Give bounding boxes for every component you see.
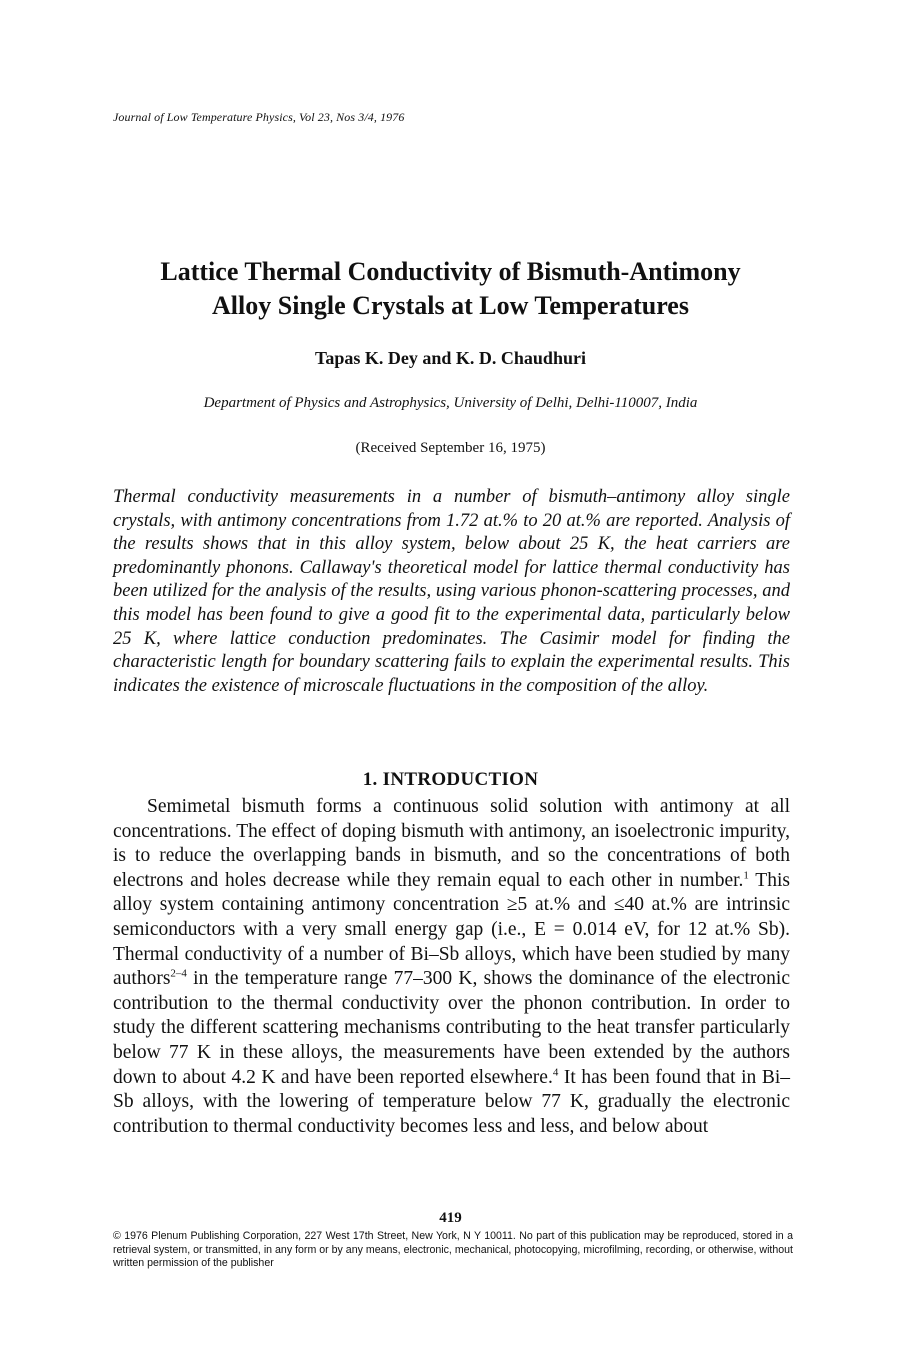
- title-line-1: Lattice Thermal Conductivity of Bismuth-Antimony: [160, 257, 741, 286]
- received-date: (Received September 16, 1975): [355, 440, 546, 456]
- copyright-notice: © 1976 Plenum Publishing Corporation, 227 West 17th Street, New York, N Y 10011. No part of this publication may be reproduced, stored in a retrieval system, or transmitted, in any form or by any means, electronic, mechanical, photocopying, microfilming, recording, or otherwise, without written permission of the publisher: [113, 1230, 793, 1269]
- introduction-body: [113, 795, 790, 1139]
- abstract: Thermal conductivity measurements in a number of bismuth–antimony alloy single crystals, with antimony concentrations from 1.72 at.% to 20 at.% are reported. Analysis of the results shows that in this alloy system, below about 25 K, the heat carriers are predominantly phonons. Callaway's theoretical model for lattice thermal conductivity has been utilized for the analysis of the results, using various phonon-scattering processes, and this model has been found to give a good fit to the experimental data, particularly below 25 K, where lattice conduction predominates. The Casimir model for finding the characteristic length for boundary scattering fails to explain the experimental results. This indicates the existence of microscale fluctuations in the composition of the alloy.: [113, 487, 790, 696]
- reference-superscript: 1: [743, 869, 749, 882]
- page-number: 419: [439, 1210, 462, 1226]
- journal-header: Journal of Low Temperature Physics, Vol 23, Nos 3/4, 1976: [113, 110, 405, 124]
- reference-superscript: 4: [552, 1066, 559, 1079]
- affiliation: Department of Physics and Astrophysics, University of Delhi, Delhi-110007, India: [203, 395, 698, 411]
- authors: Tapas K. Dey and K. D. Chaudhuri: [315, 348, 586, 368]
- section-heading-introduction: 1. INTRODUCTION: [362, 769, 539, 790]
- body-text-segment: Semimetal bismuth forms a continuous solid solution with antimony at all concentrations. The effect of doping bismuth with antimony, an isoelectronic impurity, is to reduce the overlapping bands in bismuth, and so the concentrations of both electrons and holes decrease while they remain equal to each other in number.: [113, 796, 790, 891]
- body-text-segment: It has been found that in Bi–Sb alloys, with the lowering of temperature below 77 K, gradually the electronic contribution to thermal conductivity becomes less and less, and below about: [113, 1066, 790, 1137]
- body-text-segment: in the temperature range 77–300 K, shows the dominance of the electronic contribution to the thermal conductivity over the phonon contribution. In order to study the different scattering mechanisms contributing to the heat transfer particularly below 77 K in these alloys, the measurements have been extended by the authors down to about 4.2 K and have been reported elsewhere.: [113, 968, 790, 1088]
- body-text-segment: This alloy system containing antimony concentration ≥5 at.% and ≤40 at.% are intrinsic semiconductors with a very small energy gap (i.e., E = 0.014 eV, for 12 at.% Sb). Thermal conductivity of a number of Bi–Sb alloys, which have been studied by many authors: [113, 869, 790, 990]
- reference-superscript: 2–4: [170, 967, 187, 980]
- introduction-paragraph: [113, 795, 790, 1139]
- title-line-2: Alloy Single Crystals at Low Temperatures: [212, 291, 689, 320]
- paper-title: [0, 255, 901, 323]
